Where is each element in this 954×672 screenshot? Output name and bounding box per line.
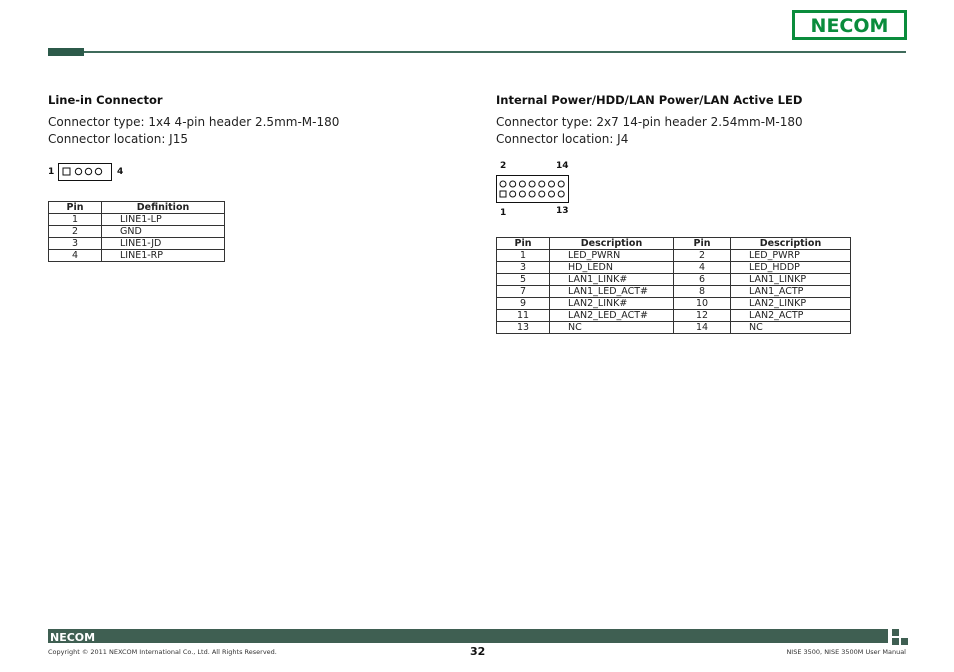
led-connector-type: Connector type: 2x7 14-pin header 2.54mm-M-180 [496,115,803,129]
led-connector-diagram [496,175,569,203]
line-in-pin-3 [85,168,91,174]
table-row [497,286,851,298]
description-cell: LED_PWRN [550,250,674,262]
footer-bar [48,629,888,643]
description-cell: LAN1_ACTP [731,286,851,298]
line-in-connector-location: Connector location: J15 [48,132,188,146]
pin-cell: 4 [674,262,731,274]
table-row [497,250,851,262]
description-cell: LAN2_LED_ACT# [550,310,674,322]
pin-cell: 2 [49,226,102,238]
led-pin [549,191,555,197]
pin-cell: 12 [674,310,731,322]
line-in-connector-type: Connector type: 1x4 4-pin header 2.5mm-M-180 [48,115,340,129]
led-pin [500,181,506,187]
nexcom-logo-mark [792,10,907,40]
led-pin [519,181,525,187]
line-in-pin-table [48,201,225,262]
pin-cell: 2 [674,250,731,262]
line-in-pin-1-label: 1 [48,167,55,177]
column-header-description: Description [550,238,674,250]
column-header-pin: Pin [49,202,102,214]
table-row [497,274,851,286]
pin-cell: 11 [497,310,550,322]
pin-cell: 7 [497,286,550,298]
table-row [497,322,851,334]
column-header-description: Description [731,238,851,250]
description-cell: LAN2_LINKP [731,298,851,310]
led-connector-location: Connector location: J4 [496,132,629,146]
description-cell: LED_HDDP [731,262,851,274]
table-row [49,226,225,238]
led-pin-1-label: 1 [500,208,507,218]
nexcom-logo [792,10,907,40]
footer-logo-wordmark: NECOM [50,631,96,643]
pin-cell: 4 [49,250,102,262]
definition-cell: LINE1-JD [102,238,225,250]
led-pin [549,181,555,187]
definition-cell: GND [102,226,225,238]
led-pin-2-label: 2 [500,161,507,171]
led-pin [510,191,516,197]
pin-cell: 5 [497,274,550,286]
footer-copyright: Copyright © 2011 NEXCOM International Co., Ltd. All Rights Reserved. [48,648,277,656]
description-cell: LAN1_LED_ACT# [550,286,674,298]
column-header-definition: Definition [102,202,225,214]
table-row [497,298,851,310]
led-pin [500,191,506,197]
description-cell: NC [550,322,674,334]
pin-cell: 9 [497,298,550,310]
footer-manual-title: NISE 3500, NISE 3500M User Manual [786,648,906,656]
line-in-title: Line-in Connector [48,93,163,107]
description-cell: LAN1_LINK# [550,274,674,286]
description-cell: LED_PWRP [731,250,851,262]
table-row [49,250,225,262]
pin-cell: 3 [497,262,550,274]
table-header-row [497,238,851,250]
pin-cell: 1 [497,250,550,262]
description-cell: LAN2_ACTP [731,310,851,322]
column-header-pin: Pin [674,238,731,250]
line-in-pin-4 [95,168,101,174]
line-in-pin-1 [63,168,70,175]
led-pin [558,181,564,187]
header-accent-bar [48,48,84,56]
footer-nexcom-logo [50,630,112,643]
table-row [497,262,851,274]
line-in-pin-4-label: 4 [117,167,124,177]
pin-cell: 10 [674,298,731,310]
pin-cell: 13 [497,322,550,334]
pin-cell: 8 [674,286,731,298]
pin-cell: 14 [674,322,731,334]
pin-cell: 1 [49,214,102,226]
description-cell: HD_LEDN [550,262,674,274]
led-pin-table [496,237,851,334]
led-pin [519,191,525,197]
led-pin [529,181,535,187]
header-rule [84,51,906,53]
logo-wordmark: NECOM [810,15,889,37]
pin-cell: 3 [49,238,102,250]
led-title: Internal Power/HDD/LAN Power/LAN Active LED [496,93,803,107]
led-pin [510,181,516,187]
led-pin-14-label: 14 [556,161,569,171]
column-header-pin: Pin [497,238,550,250]
led-pin-13-label: 13 [556,206,569,216]
led-pin [529,191,535,197]
page-number: 32 [470,645,486,658]
description-cell: NC [731,322,851,334]
led-pin [539,181,545,187]
footer-corner-mark [892,629,908,645]
table-row [49,238,225,250]
led-pin [539,191,545,197]
table-row [49,214,225,226]
definition-cell: LINE1-LP [102,214,225,226]
led-pin [558,191,564,197]
line-in-pin-2 [75,168,81,174]
definition-cell: LINE1-RP [102,250,225,262]
description-cell: LAN2_LINK# [550,298,674,310]
pin-cell: 6 [674,274,731,286]
table-header-row [49,202,225,214]
line-in-connector-diagram [58,163,112,181]
description-cell: LAN1_LINKP [731,274,851,286]
table-row [497,310,851,322]
